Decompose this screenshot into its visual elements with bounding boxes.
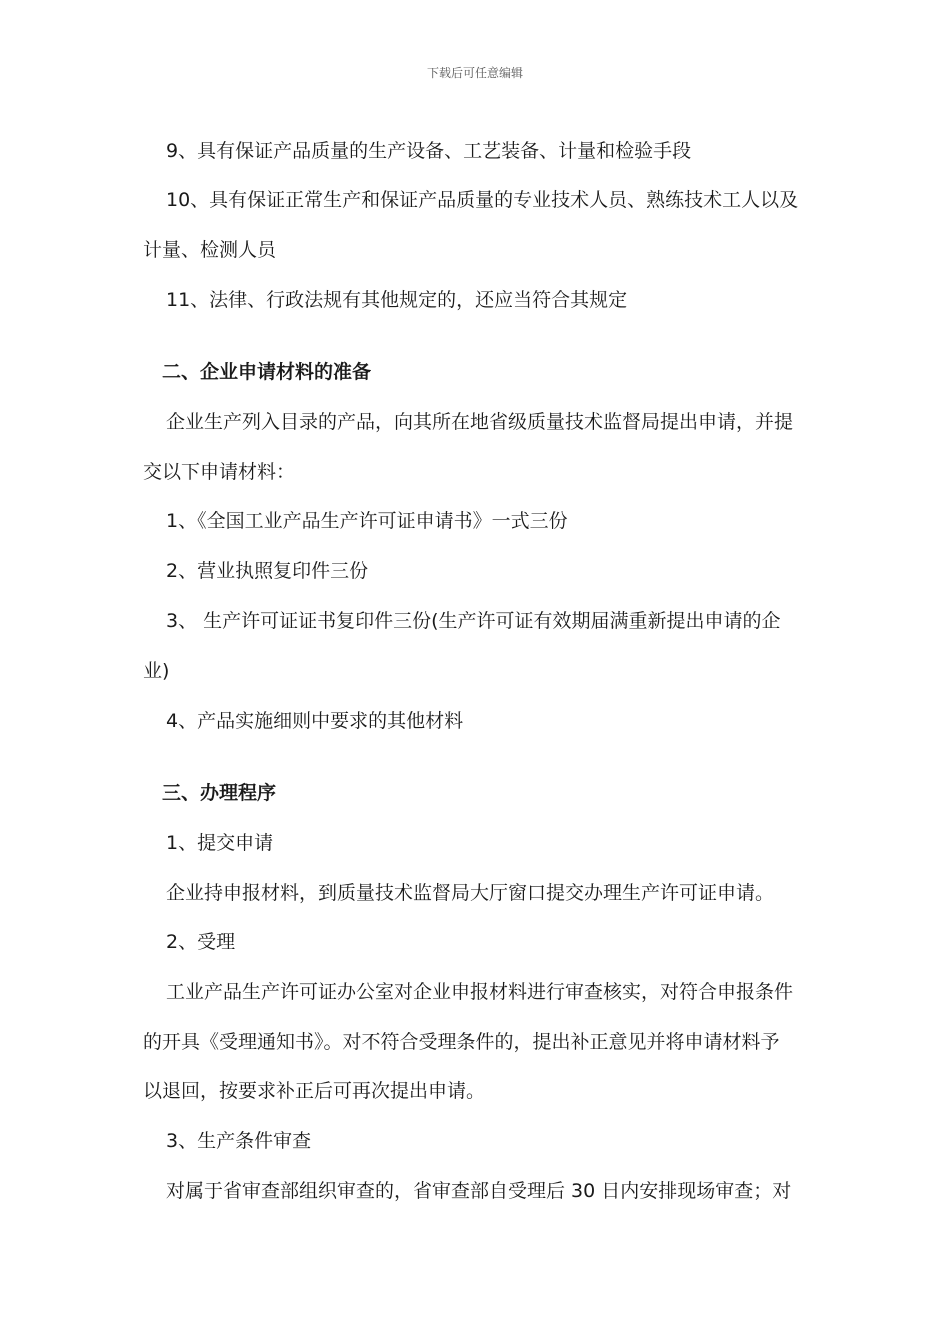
paragraph-line: 企业生产列入目录的产品，向其所在地省级质量技术监督局提出申请，并提 [166,411,794,433]
step-2-text-line-1: 工业产品生产许可证办公室对企业申报材料进行审查核实，对符合申报条件 [166,981,794,1003]
step-3-title: 3、生产条件审查 [166,1130,312,1152]
item-10-line-1: 10、具有保证正常生产和保证产品质量的专业技术人员、熟练技术工人以及 [166,189,799,211]
item-9: 9、具有保证产品质量的生产设备、工艺装备、计量和检验手段 [166,140,692,162]
material-item-2: 2、营业执照复印件三份 [166,560,369,582]
step-2-text-line-3: 以退回，按要求补正后可再次提出申请。 [143,1080,486,1102]
step-2-title: 2、受理 [166,931,236,953]
material-item-3-line-1: 3、 生产许可证证书复印件三份(生产许可证有效期届满重新提出申请的企 [166,610,781,632]
material-item-4: 4、产品实施细则中要求的其他材料 [166,710,464,732]
material-item-1: 1、《全国工业产品生产许可证申请书》一式三份 [166,510,568,532]
step-1-text: 企业持申报材料，到质量技术监督局大厅窗口提交办理生产许可证申请。 [166,882,775,904]
paragraph-line: 交以下申请材料： [143,461,296,483]
step-2-text-line-2: 的开具《受理通知书》。对不符合受理条件的，提出补正意见并将申请材料予 [143,1031,780,1053]
material-item-3-line-2: 业) [143,660,170,682]
step-3-text-line-1: 对属于省审查部组织审查的，省审查部自受理后 30 日内安排现场审查；对 [166,1180,792,1202]
item-10-line-2: 计量、检测人员 [143,239,277,261]
step-1-title: 1、提交申请 [166,832,274,854]
section-heading-3: 三、办理程序 [162,782,277,804]
page-header-note: 下载后可任意编辑 [426,66,523,80]
item-11: 11、法律、行政法规有其他规定的，还应当符合其规定 [166,289,628,311]
section-heading-2: 二、企业申请材料的准备 [162,361,372,383]
